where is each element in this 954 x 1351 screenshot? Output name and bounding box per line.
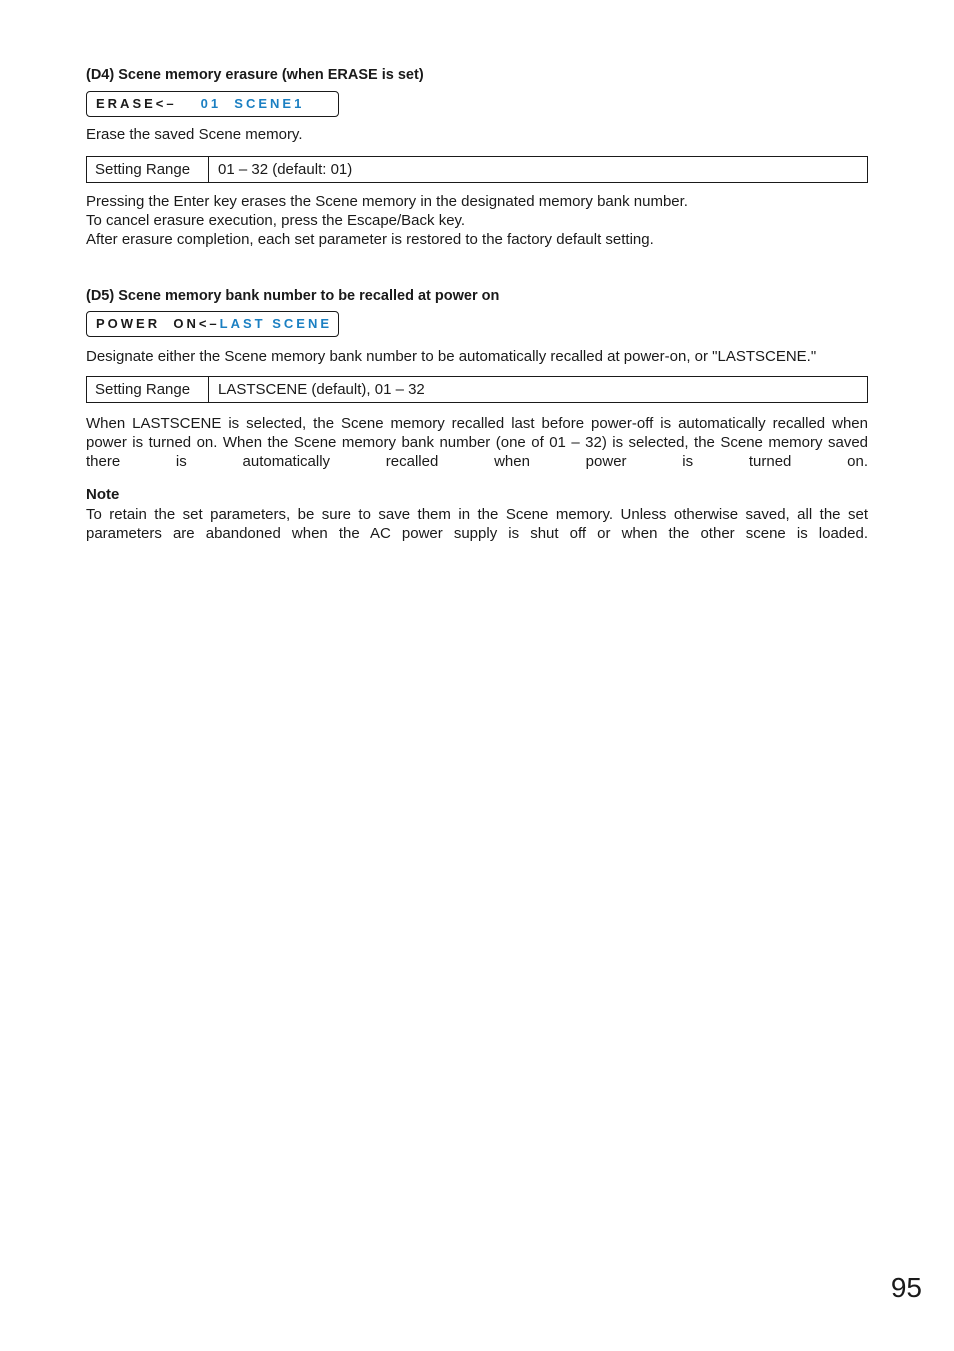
d5-range-value: LASTSCENE (default), 01 – 32	[218, 381, 425, 398]
d5-range-label: Setting Range	[87, 377, 209, 402]
note-body: To retain the set parameters, be sure to save them in the Scene memory. Unless otherwise saved, all the set parameters are abandoned when the AC power supply is shut off or when the other scene is loaded.	[86, 506, 868, 542]
d5-lcd-value: LAST SCENE	[219, 316, 333, 331]
d5-lcd-label: POWER ON<–	[96, 316, 220, 331]
d4-line-3: After erasure completion, each set parameter is restored to the factory default setting.	[86, 231, 654, 248]
d4-lcd-label: ERASE<–	[96, 96, 177, 111]
d4-line-1: Pressing the Enter key erases the Scene memory in the designated memory bank number.	[86, 193, 688, 210]
d5-heading: (D5) Scene memory bank number to be recalled at power on	[86, 288, 500, 304]
d4-range-value: 01 – 32 (default: 01)	[218, 161, 353, 178]
page-number: 95	[890, 1272, 922, 1303]
d5-lcd-display	[86, 311, 339, 337]
d4-description: Erase the saved Scene memory.	[86, 126, 303, 143]
d4-lcd-display	[86, 91, 339, 117]
d4-heading: (D4) Scene memory erasure (when ERASE is set)	[86, 67, 424, 83]
d5-setting-range-table	[86, 376, 868, 403]
note-title: Note	[86, 486, 120, 503]
d4-line-2: To cancel erasure execution, press the Escape/Back key.	[86, 212, 466, 229]
d4-lcd-value: 01 SCENE1	[200, 96, 305, 111]
d4-setting-range-table	[86, 156, 868, 183]
d4-range-label: Setting Range	[87, 157, 209, 182]
d5-body: When LASTSCENE is selected, the Scene memory recalled last before power-off is automatically recalled when power is turned on. When the Scene memory bank number (one of 01 – 32) is selected, the Scene memory saved there is automatically recalled when power is turned on.	[86, 415, 868, 470]
d5-description: Designate either the Scene memory bank number to be automatically recalled at power-on, or "LASTSCENE."	[86, 348, 817, 365]
